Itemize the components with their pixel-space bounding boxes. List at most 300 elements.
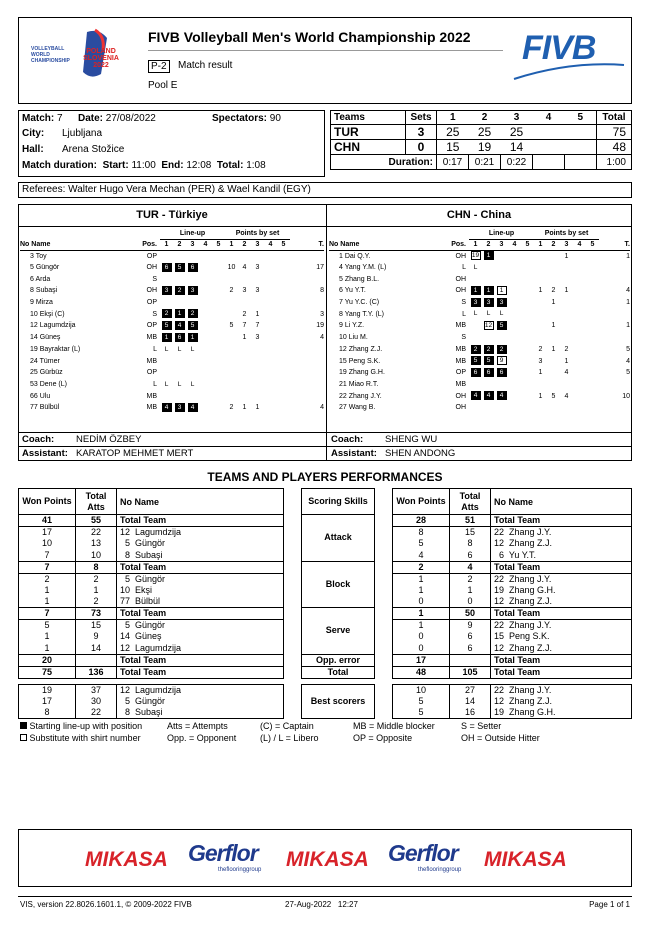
legend-atts: Atts = Attempts xyxy=(167,721,228,731)
duration-row-label: Duration: xyxy=(388,156,433,168)
lineup-cell xyxy=(199,285,212,297)
total-atts xyxy=(76,654,117,666)
set-points xyxy=(238,367,251,379)
player-label: 8 Subaşi xyxy=(117,707,284,719)
set-points xyxy=(225,390,238,402)
total-atts: 105 xyxy=(450,666,491,678)
set-points xyxy=(547,379,560,391)
lineup-cell xyxy=(212,402,225,414)
lineup-cell xyxy=(521,344,534,356)
roster-divider xyxy=(326,204,327,461)
set-points xyxy=(534,402,547,414)
lineup-value: 3 xyxy=(175,403,185,412)
total-atts: 1 xyxy=(76,585,117,597)
lineup-value: L xyxy=(177,380,182,388)
lineup-cell xyxy=(469,320,482,332)
total-atts: 27 xyxy=(450,684,491,696)
player-label: Total Team xyxy=(491,654,632,666)
pts-col-5-b: 5 xyxy=(590,241,595,248)
player-total: 4 xyxy=(320,334,324,342)
player-row xyxy=(329,262,630,274)
lineup-cell xyxy=(469,344,482,356)
lineup-cell xyxy=(495,320,508,332)
player-name: 8 Subaşi xyxy=(30,287,58,295)
won-points: 28 xyxy=(393,515,450,527)
pts-col-4-a: 4 xyxy=(268,241,273,248)
player-position: OH xyxy=(455,287,466,295)
lineup-value: 5 xyxy=(175,263,185,272)
set-points: 2 xyxy=(538,345,543,353)
player-total: 5 xyxy=(626,345,630,353)
player-label: 14 Güneş xyxy=(117,631,284,643)
lineup-cell xyxy=(495,379,508,391)
lineup-value: L xyxy=(190,380,195,388)
total-atts: 30 xyxy=(76,696,117,708)
team-a-name: TUR - Türkiye xyxy=(136,209,208,221)
set-points xyxy=(277,367,290,379)
end-label: End: xyxy=(161,160,184,171)
player-name: 25 Gürbüz xyxy=(30,369,63,377)
set-points xyxy=(573,262,586,274)
won-points: 10 xyxy=(19,538,76,550)
points-by-set-header-b: Points by set xyxy=(534,228,599,239)
lineup-cell xyxy=(212,355,225,367)
player-position: MB xyxy=(146,404,157,412)
player-label: 6 Yu Y.T. xyxy=(491,550,632,562)
player-row xyxy=(329,285,630,297)
legend-libero: (L) / L = Libero xyxy=(260,733,319,743)
assistant-name-b: SHEN ANDONG xyxy=(385,448,456,459)
total-atts: 15 xyxy=(450,527,491,539)
set-points xyxy=(573,308,586,320)
lineup-cell xyxy=(469,367,482,379)
lineup-cell xyxy=(495,297,508,309)
player-label: 5 Güngör xyxy=(117,538,284,550)
set-points xyxy=(264,250,277,262)
won-points: 20 xyxy=(19,654,76,666)
player-row xyxy=(329,379,630,391)
pts-col-5-a: 5 xyxy=(281,241,286,248)
player-name: 5 Zhang B.L. xyxy=(339,275,380,283)
set-points xyxy=(264,297,277,309)
lineup-cell xyxy=(482,273,495,285)
set-points xyxy=(238,250,251,262)
lineup-cell xyxy=(521,262,534,274)
set5-duration xyxy=(565,155,597,170)
player-position: L xyxy=(462,264,466,272)
lineup-cell xyxy=(212,320,225,332)
player-row xyxy=(329,332,630,344)
player-row xyxy=(20,297,324,309)
team2-set4 xyxy=(533,140,565,155)
lineup-cell xyxy=(173,320,186,332)
player-label: Total Team xyxy=(117,515,284,527)
player-name: 53 Dene (L) xyxy=(30,380,67,388)
lineup-value: L xyxy=(164,380,169,388)
lineup-cell xyxy=(212,285,225,297)
event-logo xyxy=(25,28,135,88)
city-value: Ljubljana xyxy=(62,128,103,139)
player-row xyxy=(329,297,630,309)
perf-row-opp xyxy=(19,654,632,666)
set-points xyxy=(586,367,599,379)
set-points xyxy=(573,273,586,285)
set-points xyxy=(573,285,586,297)
player-label: Total Team xyxy=(491,608,632,620)
set-points: 1 xyxy=(564,252,569,260)
set-points xyxy=(277,297,290,309)
lineup-cell xyxy=(199,273,212,285)
lineup-value: 4 xyxy=(471,391,481,400)
set-points: 1 xyxy=(242,334,247,342)
player-position: L xyxy=(153,380,157,388)
legend-substitute: Substitute with shirt number xyxy=(29,733,141,743)
player-name: 4 Yang Y.M. (L) xyxy=(339,264,387,272)
total-atts: 51 xyxy=(450,515,491,527)
lineup-cell xyxy=(508,390,521,402)
gerflor-logo-1: Gerflor xyxy=(188,840,258,866)
lineup-cell xyxy=(212,250,225,262)
set-points xyxy=(560,402,573,414)
won-points: 7 xyxy=(19,608,76,620)
lineup-value: 3 xyxy=(162,286,172,295)
set-points xyxy=(225,355,238,367)
assistant-label-b: Assistant: xyxy=(331,448,377,459)
lineup-cell xyxy=(160,273,173,285)
lineup-cell xyxy=(482,332,495,344)
pool-label: Pool E xyxy=(148,80,178,91)
set-points xyxy=(264,285,277,297)
team1-set3: 25 xyxy=(509,125,524,139)
lineup-cell xyxy=(508,285,521,297)
player-row xyxy=(329,250,630,262)
assistant-name-a: KARATOP MEHMET MERT xyxy=(76,448,194,459)
referees-text: Referees: Walter Hugo Vera Mechan (PER) & Wael Kandil (EGY) xyxy=(22,184,311,195)
player-name: 3 Toy xyxy=(30,252,47,260)
total-atts: 9 xyxy=(450,620,491,632)
lineup-value: 4 xyxy=(188,403,198,412)
lineup-cell xyxy=(521,402,534,414)
won-points-header-b: Won Points xyxy=(393,489,450,515)
player-name: 6 Arda xyxy=(30,275,51,283)
lineup-value: L xyxy=(486,310,491,318)
set-points xyxy=(573,355,586,367)
footer-version: VIS, version 22.8026.1601.1, © 2009-2022 FIVB xyxy=(20,900,192,909)
player-row xyxy=(20,285,324,297)
set-points xyxy=(534,250,547,262)
player-total xyxy=(290,273,324,285)
lineup-col-1-a: 1 xyxy=(164,241,169,248)
won-points: 41 xyxy=(19,515,76,527)
lineup-cell xyxy=(469,308,482,320)
lineup-cell xyxy=(173,379,186,391)
lineup-cell xyxy=(521,297,534,309)
set-points xyxy=(238,390,251,402)
lineup-cell xyxy=(173,390,186,402)
performances-title: TEAMS AND PLAYERS PERFORMANCES xyxy=(207,470,443,484)
player-row xyxy=(329,320,630,332)
team2-code: CHN xyxy=(331,140,406,155)
lineup-cell xyxy=(186,402,199,414)
won-points: 1 xyxy=(393,608,450,620)
won-points: 5 xyxy=(19,620,76,632)
won-points: 10 xyxy=(393,684,450,696)
lineup-cell xyxy=(199,262,212,274)
set-points xyxy=(238,355,251,367)
player-position: OH xyxy=(455,404,466,412)
lineup-value: 1 xyxy=(497,286,507,295)
set-points xyxy=(586,250,599,262)
set-points xyxy=(225,250,238,262)
player-row xyxy=(20,379,324,391)
lineup-cell xyxy=(495,273,508,285)
set-points xyxy=(547,273,560,285)
set-points: 4 xyxy=(564,369,569,377)
opp-error-label: Opp. error xyxy=(302,654,375,666)
set-points xyxy=(586,355,599,367)
lineup-cell xyxy=(469,402,482,414)
team2-sets: 0 xyxy=(406,140,437,155)
player-name: 19 Zhang G.H. xyxy=(339,369,385,377)
total-atts: 2 xyxy=(76,596,117,608)
team2-set3: 14 xyxy=(509,140,524,154)
lineup-value: 4 xyxy=(162,403,172,412)
player-name: 14 Güneş xyxy=(30,334,61,342)
set-points xyxy=(277,379,290,391)
total-atts: 50 xyxy=(450,608,491,620)
gerflor-sub-1: theflooringgroup xyxy=(218,867,262,873)
total-atts xyxy=(450,654,491,666)
team-b-roster xyxy=(329,228,630,414)
set-points xyxy=(264,367,277,379)
set-points: 3 xyxy=(242,287,247,295)
lineup-value: 4 xyxy=(497,391,507,400)
lineup-cell xyxy=(186,367,199,379)
player-total xyxy=(599,402,630,414)
pts-col-1-a: 1 xyxy=(229,241,234,248)
lineup-cell xyxy=(173,285,186,297)
lineup-cell xyxy=(160,285,173,297)
pos-header-a: Pos. xyxy=(142,240,157,248)
player-total xyxy=(599,262,630,274)
lineup-cell xyxy=(521,273,534,285)
player-label: 5 Güngör xyxy=(117,620,284,632)
player-name: 22 Zhang J.Y. xyxy=(339,392,382,400)
lineup-value: 6 xyxy=(188,263,198,272)
set-points xyxy=(534,308,547,320)
total-atts: 6 xyxy=(450,643,491,655)
set-points xyxy=(547,332,560,344)
set-points xyxy=(560,308,573,320)
won-points: 8 xyxy=(19,707,76,719)
end-time: 12:08 xyxy=(186,160,212,171)
lineup-cell xyxy=(160,402,173,414)
set-points: 1 xyxy=(538,287,543,295)
lineup-cell xyxy=(186,262,199,274)
won-points: 4 xyxy=(393,550,450,562)
perf-row xyxy=(19,515,632,527)
perf-row xyxy=(19,608,632,620)
won-points: 17 xyxy=(19,527,76,539)
lineup-cell xyxy=(199,367,212,379)
lineup-cell xyxy=(521,367,534,379)
player-total: 3 xyxy=(320,310,324,318)
lineup-cell xyxy=(199,332,212,344)
team2-set5 xyxy=(565,140,597,155)
set-points xyxy=(586,308,599,320)
set-points xyxy=(277,355,290,367)
set-points: 1 xyxy=(551,322,556,330)
won-points: 1 xyxy=(393,573,450,585)
set-points xyxy=(547,367,560,379)
set1-duration: 0:17 xyxy=(437,155,469,170)
team2-set1: 15 xyxy=(446,140,460,154)
lineup-cell xyxy=(199,355,212,367)
set-points: 2 xyxy=(242,310,247,318)
set-points xyxy=(251,273,264,285)
legend-captain: (C) = Captain xyxy=(260,721,314,731)
lineup-cell xyxy=(173,367,186,379)
pts-col-3-a: 3 xyxy=(255,241,260,248)
lineup-cell xyxy=(508,273,521,285)
logo-text-6: 2022 xyxy=(93,62,109,69)
lineup-cell xyxy=(495,344,508,356)
player-total: 17 xyxy=(316,264,324,272)
set-points xyxy=(277,308,290,320)
won-points: 0 xyxy=(393,643,450,655)
set-points xyxy=(560,379,573,391)
team2-total: 48 xyxy=(612,140,626,154)
lineup-cell xyxy=(173,402,186,414)
lineup-col-5-b: 5 xyxy=(525,241,530,248)
match-label: Match: xyxy=(22,113,55,124)
set-points xyxy=(264,308,277,320)
set-points: 1 xyxy=(242,404,247,412)
player-total: 1 xyxy=(626,299,630,307)
lineup-cell xyxy=(482,390,495,402)
team1-code: TUR xyxy=(331,125,406,140)
lineup-cell xyxy=(508,355,521,367)
set-points xyxy=(225,308,238,320)
set3-header: 3 xyxy=(513,112,520,123)
lineup-cell xyxy=(212,344,225,356)
set-points xyxy=(586,332,599,344)
match-number: 7 xyxy=(57,113,63,124)
lineup-cell xyxy=(173,308,186,320)
scoring-skills-header: Scoring Skills xyxy=(302,489,375,515)
start-time: 11:00 xyxy=(131,160,156,171)
empty-square-icon xyxy=(20,734,27,741)
player-row xyxy=(20,262,324,274)
lineup-cell xyxy=(495,262,508,274)
set-points: 3 xyxy=(255,334,260,342)
lineup-value: 1 xyxy=(162,333,172,342)
player-position: S xyxy=(461,334,466,342)
set-points xyxy=(547,355,560,367)
player-position: MB xyxy=(146,392,157,400)
lineup-cell xyxy=(212,367,225,379)
set-points xyxy=(573,379,586,391)
pts-col-2-a: 2 xyxy=(242,241,247,248)
set-points xyxy=(586,402,599,414)
set-points xyxy=(277,332,290,344)
hall-label: Hall: xyxy=(22,144,44,155)
player-label: 12 Lagumdzija xyxy=(117,643,284,655)
set-points: 5 xyxy=(229,322,234,330)
set-points xyxy=(277,262,290,274)
player-row xyxy=(329,273,630,285)
set-points xyxy=(547,250,560,262)
player-label: 12 Zhang Z.J. xyxy=(491,696,632,708)
player-total: 4 xyxy=(626,357,630,365)
filled-square-icon xyxy=(20,722,27,729)
player-position: MB xyxy=(146,334,157,342)
best-scorer-row xyxy=(19,684,632,696)
lineup-value: 2 xyxy=(471,345,481,354)
lineup-cell xyxy=(508,332,521,344)
lineup-cell xyxy=(212,308,225,320)
player-total xyxy=(599,273,630,285)
set-points xyxy=(277,285,290,297)
set-points: 5 xyxy=(551,392,556,400)
lineup-cell xyxy=(199,320,212,332)
legend-starting: Starting line-up with position xyxy=(29,721,143,731)
player-label: Total Team xyxy=(117,608,284,620)
set-points xyxy=(573,250,586,262)
player-label: 10 Ekşi xyxy=(117,585,284,597)
lineup-cell xyxy=(173,355,186,367)
player-position: OP xyxy=(146,322,157,330)
set-points xyxy=(534,332,547,344)
logo-text-5: SLOVENIA xyxy=(83,55,119,62)
player-row xyxy=(329,367,630,379)
set-points: 3 xyxy=(255,287,260,295)
total-atts: 2 xyxy=(450,573,491,585)
set-points xyxy=(264,273,277,285)
city-label: City: xyxy=(22,128,45,139)
set-points: 1 xyxy=(551,345,556,353)
player-total: 19 xyxy=(316,322,324,330)
team-b-name: CHN - China xyxy=(446,209,512,221)
lineup-cell xyxy=(160,297,173,309)
player-label: 19 Zhang G.H. xyxy=(491,707,632,719)
legend-opp: Opp. = Opponent xyxy=(167,733,237,743)
lineup-cell xyxy=(160,367,173,379)
set-points: 3 xyxy=(538,357,543,365)
player-position: MB xyxy=(146,357,157,365)
set-points: 2 xyxy=(229,287,234,295)
spectators-value: 90 xyxy=(269,113,281,124)
player-position: MB xyxy=(455,322,466,330)
lineup-cell xyxy=(508,250,521,262)
set-points: 4 xyxy=(242,264,247,272)
set-points xyxy=(573,390,586,402)
lineup-cell xyxy=(186,355,199,367)
total-atts: 0 xyxy=(450,596,491,608)
team2-set2: 19 xyxy=(477,140,492,154)
set-points xyxy=(264,332,277,344)
lineup-cell xyxy=(173,332,186,344)
player-name: 7 Yu Y.C. (C) xyxy=(339,299,380,307)
player-position: S xyxy=(152,310,157,318)
set-points: 10 xyxy=(227,264,236,272)
player-position: OH xyxy=(146,264,157,272)
lineup-cell xyxy=(495,367,508,379)
lineup-header-b: Line-up xyxy=(469,228,534,239)
lineup-cell xyxy=(495,285,508,297)
lineup-cell xyxy=(469,379,482,391)
perf-row xyxy=(19,561,632,573)
